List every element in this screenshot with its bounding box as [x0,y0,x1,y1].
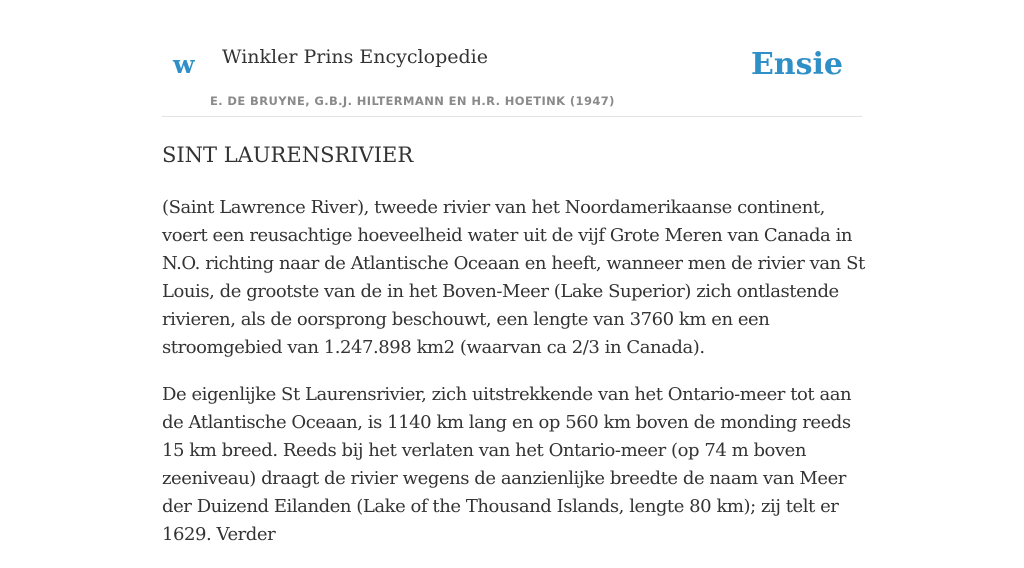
publication-title[interactable]: Winkler Prins Encyclopedie [222,46,488,68]
article [162,140,866,568]
header [162,0,862,117]
article-headword: SINT LAURENSRIVIER [162,143,414,167]
publication-authors: E. DE BRUYNE, G.B.J. HILTERMANN EN H.R. HOETINK (1947) [210,94,615,108]
article-paragraph: (Saint Lawrence River), tweede rivier van het Noordamerikaanse continent, voert een reusachtige hoeveelheid water uit de vijf Grote Meren van Canada in N.O. richting naar de Atlantische Oceaan en heeft, wanneer men de rivier van St Louis, de grootste van de in het Boven-Meer (Lake Superior) zich ontlastende rivieren, als de oorsprong beschouwt, een lengte van 3760 km en een stroomgebied van 1.247.898 km2 (waarvan ca 2/3 in Canada). [162,197,865,358]
ensie-brand-logo[interactable]: Ensie [750,47,843,82]
article-paragraph: De eigenlijke St Laurensrivier, zich uitstrekkende van het Ontario-meer tot aan de Atlantische Oceaan, is 1140 km lang en op 560 km boven de monding reeds 15 km breed. Reeds bij het verlaten van het Ontario-meer (op 74 m boven zeeniveau) draagt de rivier wegens de aanzienlijke breedte de naam van Meer der Duizend Eilanden (Lake of the Thousand Islands, lengte 80 km); zij telt er 1629. Verder [162,384,852,545]
publication-logo[interactable]: w [173,50,195,79]
